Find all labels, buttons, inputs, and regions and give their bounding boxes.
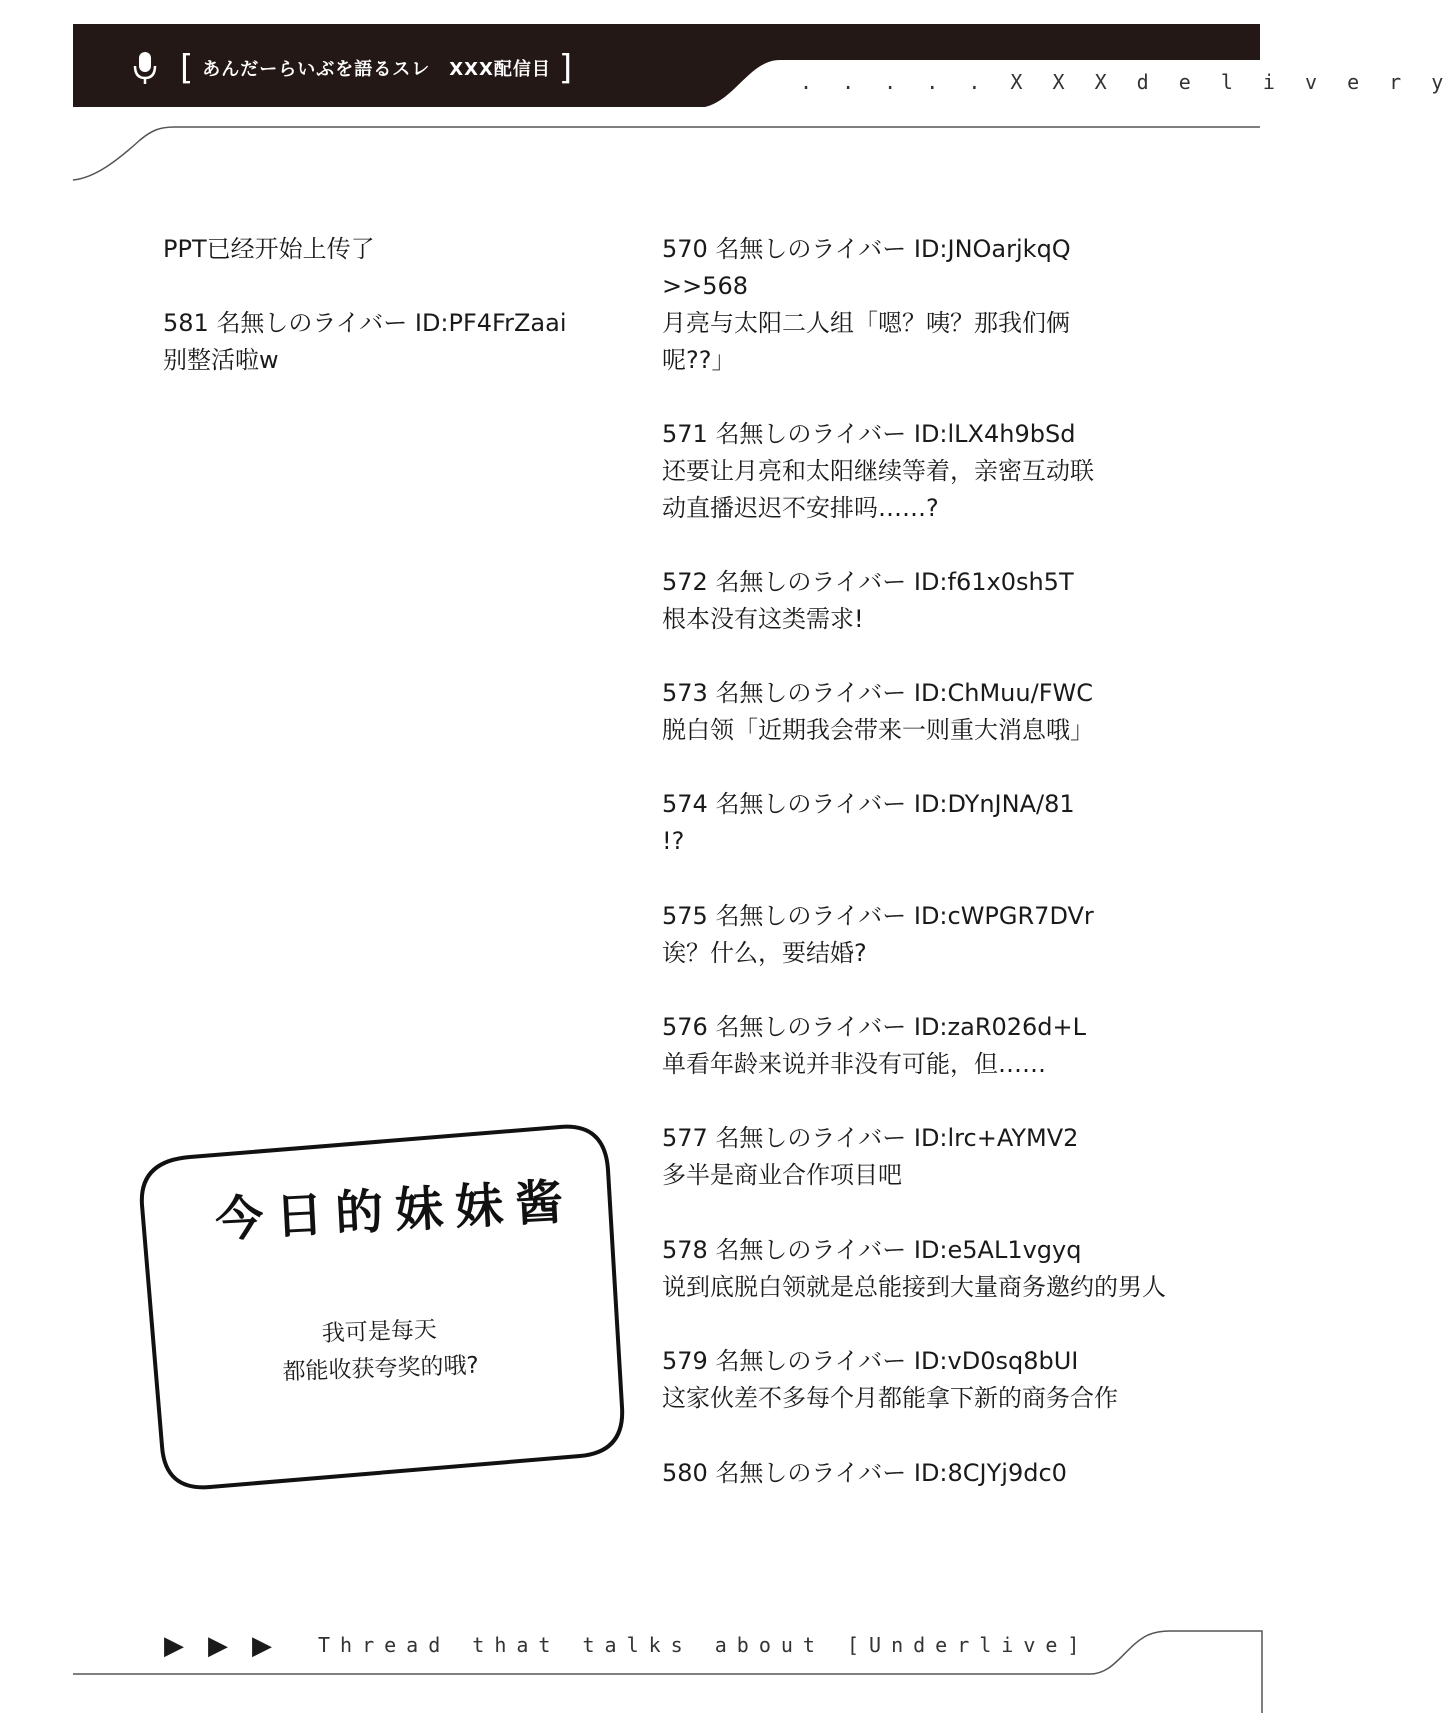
post-579 [662, 1343, 1118, 1417]
post-572 [662, 564, 1074, 638]
post-header: 573 名無しのライバー ID:ChMuu/FWC [662, 679, 1093, 707]
post-571 [662, 416, 1094, 527]
post-body: 脱白领「近期我会带来一则重大消息哦」 [662, 716, 1094, 744]
intro-text: PPT已经开始上传了 [163, 235, 375, 263]
post-header: 581 名無しのライバー ID:PF4FrZaai [163, 309, 567, 337]
post-header: 579 名無しのライバー ID:vD0sq8bUI [662, 1347, 1079, 1375]
card-title: 今日的妹妹酱 [214, 1173, 577, 1249]
header-underline [73, 127, 1260, 180]
footer-arrows [164, 1633, 272, 1659]
post-header: 578 名無しのライバー ID:e5AL1vgyq [662, 1236, 1082, 1264]
post-body: 诶？什么，要结婚? [662, 939, 867, 967]
post-570 [662, 231, 1071, 379]
card-body: 我可是每天 都能收获夸奖的哦? [282, 1317, 480, 1386]
post-body: 单看年龄来说并非没有可能，但…… [662, 1050, 1046, 1078]
post-580 [662, 1455, 1067, 1492]
post-578 [662, 1232, 1166, 1306]
play-arrow-icon: ▶ [252, 1631, 272, 1661]
thread-header [132, 46, 581, 90]
post-body: 说到底脱白领就是总能接到大量商务邀约的男人 [662, 1273, 1166, 1301]
bracket-close: ] [558, 48, 574, 88]
post-header: 570 名無しのライバー ID:JNOarjkqQ [662, 235, 1071, 263]
post-body: !? [662, 827, 685, 855]
post-575 [662, 898, 1094, 972]
thread-title: あんだーらいぶを語るスレ XXX配信目 [202, 59, 551, 80]
thread-subtitle: . . . . . X X X d e l i v e r y [800, 70, 1452, 94]
post-body: >>568 月亮与太阳二人组「嗯？咦？那我们俩 呢??」 [662, 272, 1070, 374]
post-body: 这家伙差不多每个月都能拿下新的商务合作 [662, 1384, 1118, 1412]
play-arrow-icon: ▶ [208, 1631, 228, 1661]
post-573 [662, 675, 1094, 749]
post-574 [662, 786, 1075, 860]
post-header: 571 名無しのライバー ID:lLX4h9bSd [662, 420, 1076, 448]
post-581 [163, 305, 567, 379]
post-body: 别整活啦w [163, 346, 279, 374]
post-header: 575 名無しのライバー ID:cWPGR7DVr [662, 902, 1094, 930]
play-arrow-icon: ▶ [164, 1631, 184, 1661]
post-body: 还要让月亮和太阳继续等着，亲密互动联 动直播迟迟不安排吗……? [662, 457, 1094, 522]
post-header: 572 名無しのライバー ID:f61x0sh5T [662, 568, 1074, 596]
post-576 [662, 1009, 1086, 1083]
footer-caption: Thread that talks about [Underlive] [318, 1633, 1090, 1657]
post-body: 根本没有这类需求! [662, 605, 864, 633]
post-header: 577 名無しのライバー ID:lrc+AYMV2 [662, 1124, 1079, 1152]
post-header: 580 名無しのライバー ID:8CJYj9dc0 [662, 1459, 1067, 1487]
bracket-open: [ [180, 48, 195, 88]
post-577 [662, 1120, 1078, 1194]
post-header: 574 名無しのライバー ID:DYnJNA/81 [662, 790, 1075, 818]
post-body: 多半是商业合作项目吧 [662, 1161, 902, 1189]
microphone-icon [132, 51, 158, 85]
post-header: 576 名無しのライバー ID:zaR026d+L [662, 1013, 1087, 1041]
